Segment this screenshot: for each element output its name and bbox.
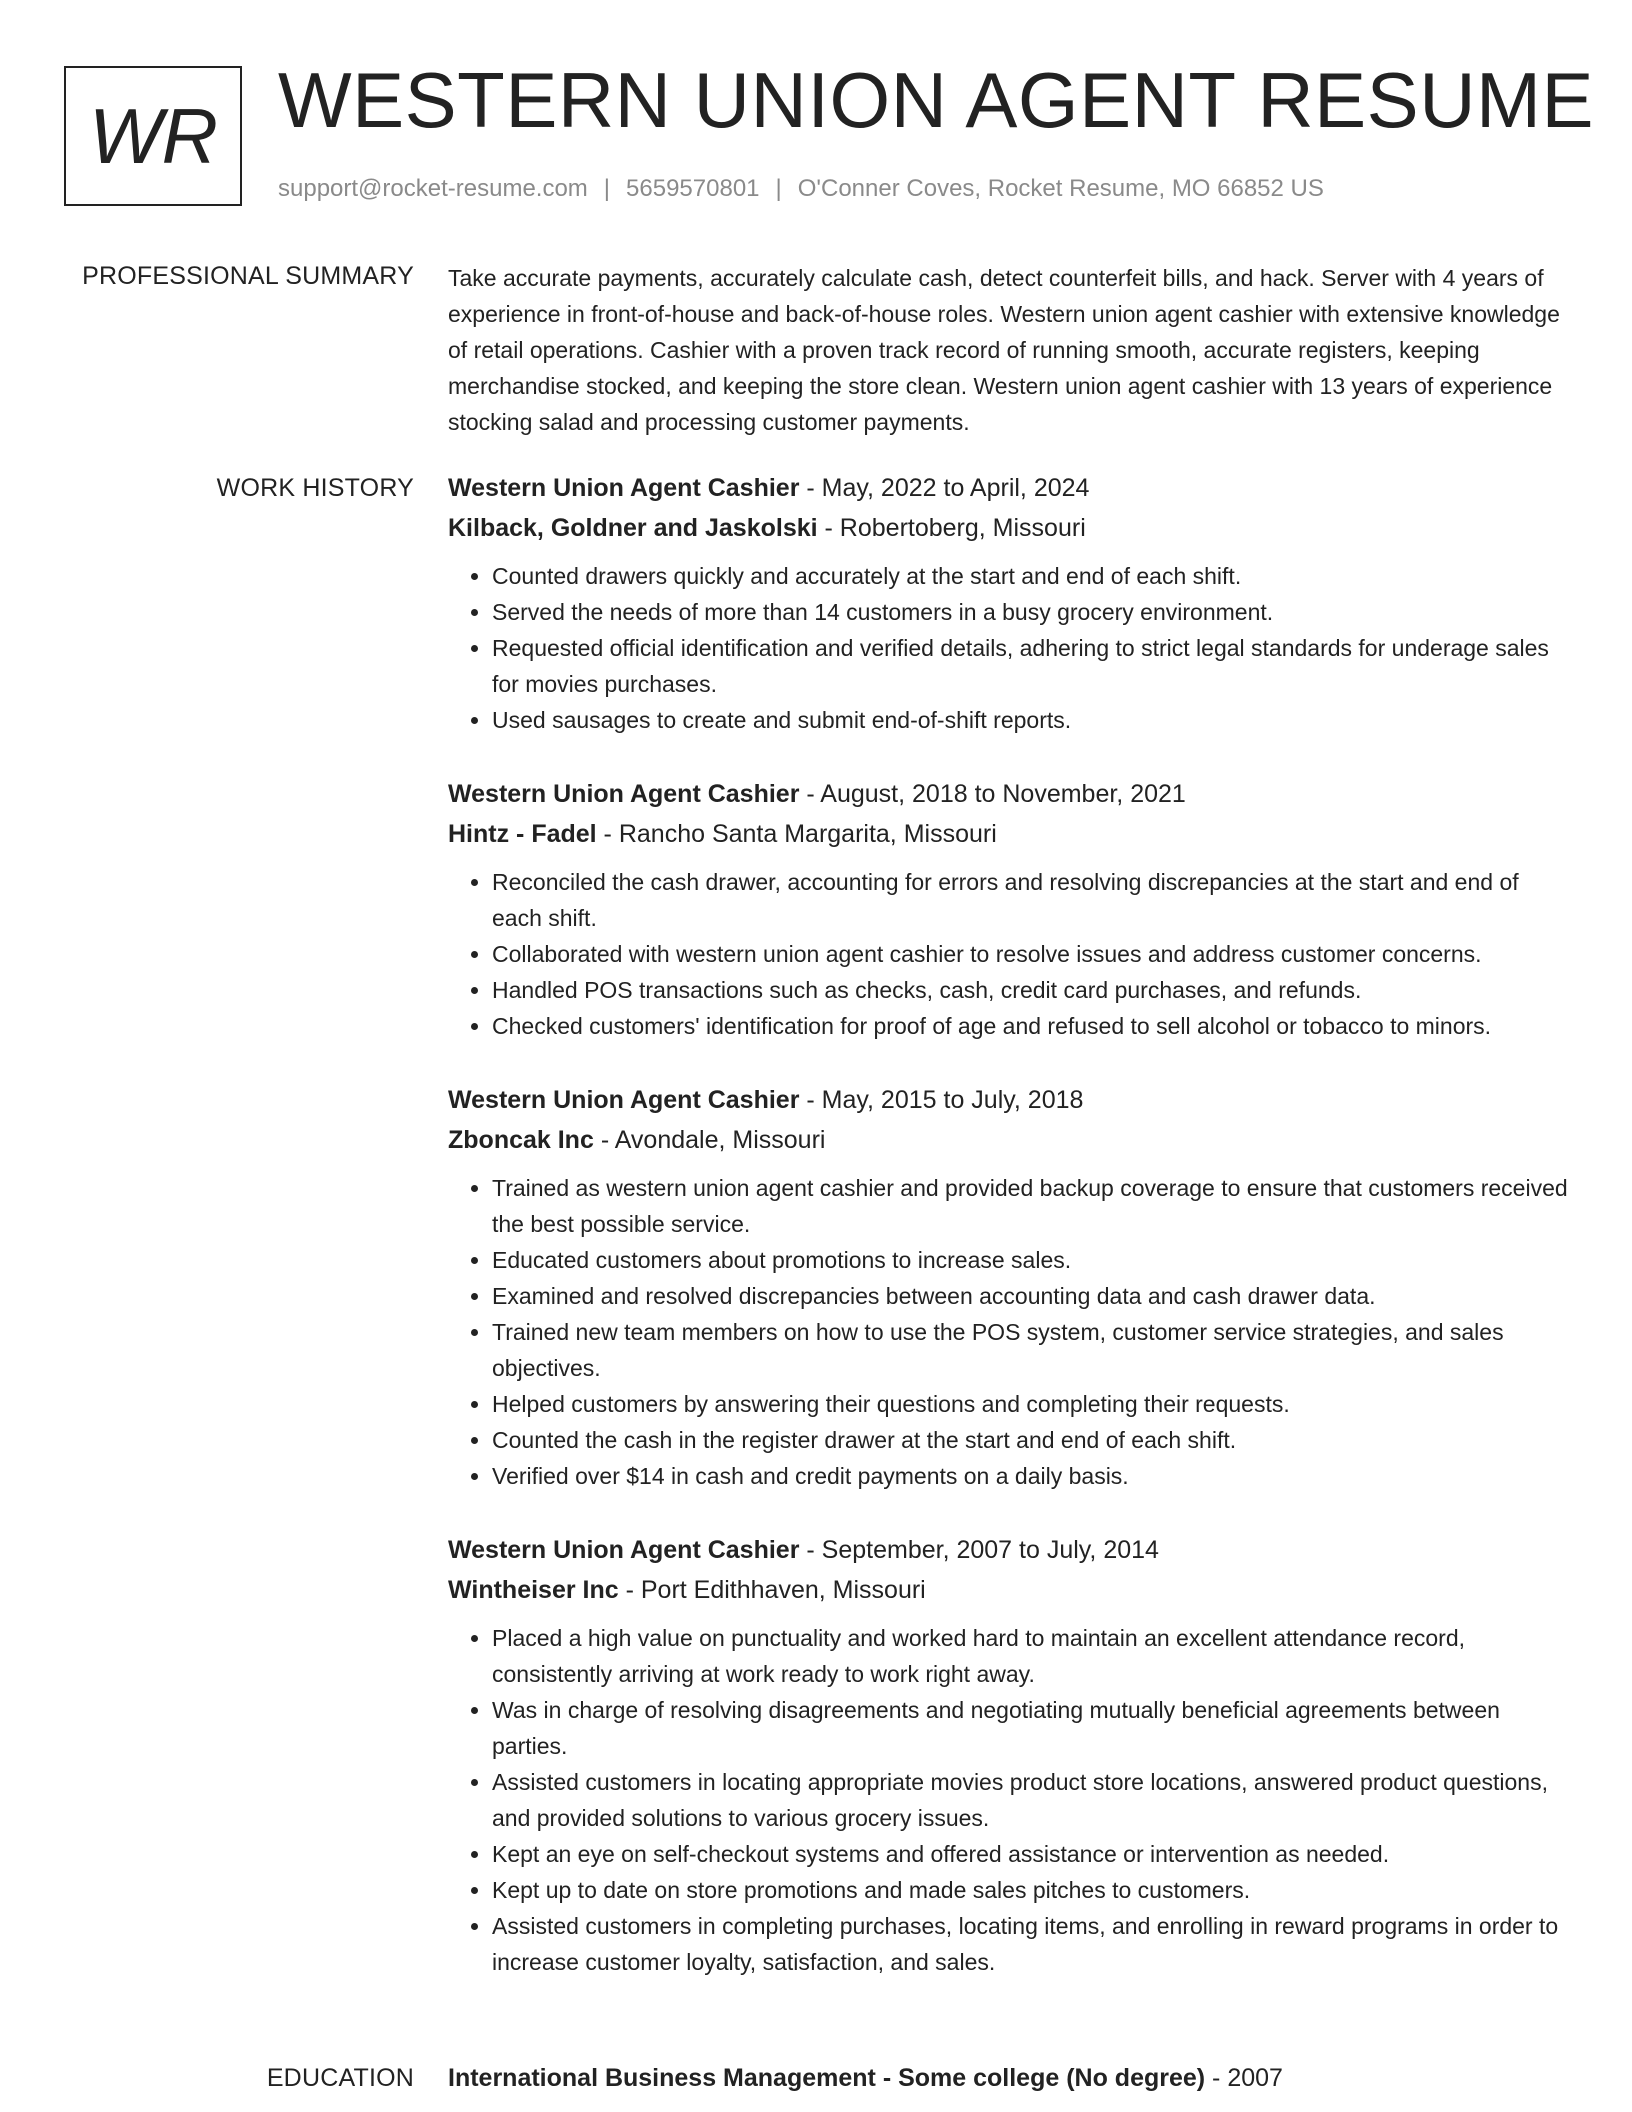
job-duty-item: • Handled POS transactions such as checks, cash, credit card purchases, and refunds.: [492, 972, 1568, 1008]
job-title: Western Union Agent Cashier: [448, 474, 800, 502]
job-duty-item: • Used sausages to create and submit end-of-shift reports.: [492, 702, 1568, 738]
job-title-line: [448, 1080, 1568, 1120]
job-company: Kilback, Goldner and Jaskolski: [448, 514, 818, 542]
job-duty-item: • Helped customers by answering their questions and completing their requests.: [492, 1386, 1568, 1422]
job-duty-item: • Examined and resolved discrepancies between accounting data and cash drawer data.: [492, 1278, 1568, 1314]
work-history-heading: WORK HISTORY: [216, 474, 414, 502]
job-duties-list: [448, 1620, 1568, 1980]
contact-address: O'Conner Coves, Rocket Resume, MO 66852 US: [797, 175, 1324, 202]
job-duty-item: • Served the needs of more than 14 customers in a busy grocery environment.: [492, 594, 1568, 630]
job-company-line: [448, 1570, 1568, 1610]
contact-phone[interactable]: 5659570801: [626, 175, 760, 202]
job-title-line: [448, 1530, 1568, 1570]
summary-body: [448, 260, 1568, 440]
work-history-body: [448, 468, 1568, 2016]
job-duties-list: [448, 558, 1568, 738]
job-entry: [448, 468, 1568, 738]
job-company-line: [448, 814, 1568, 854]
summary-heading: PROFESSIONAL SUMMARY: [82, 262, 414, 290]
job-duty-item: • Assisted customers in completing purchases, locating items, and enrolling in reward programs in order to increase customer loyalty, satisfaction, and sales.: [492, 1908, 1568, 1980]
contact-separator: |: [775, 175, 782, 202]
job-company-line: [448, 1120, 1568, 1160]
job-duty-item: • Educated customers about promotions to increase sales.: [492, 1242, 1568, 1278]
education-degree: International Business Management - Some college (No degree): [448, 2064, 1206, 2092]
job-duty-item: • Assisted customers in locating appropriate movies product store locations, answered product questions, and provided solutions to various grocery issues.: [492, 1764, 1568, 1836]
job-title: Western Union Agent Cashier: [448, 1536, 800, 1564]
job-title: Western Union Agent Cashier: [448, 780, 800, 808]
education-year: - 2007: [1205, 2064, 1283, 2092]
job-location: - Port Edithhaven, Missouri: [618, 1576, 926, 1604]
job-duty-item: • Requested official identification and verified details, adhering to strict legal standards for underage sales for movies purchases.: [492, 630, 1568, 702]
job-dates: - May, 2015 to July, 2018: [799, 1086, 1084, 1114]
job-dates: - August, 2018 to November, 2021: [799, 780, 1186, 808]
monogram-logo: WR: [64, 66, 242, 206]
job-dates: - May, 2022 to April, 2024: [799, 474, 1090, 502]
resume-title: WESTERN UNION AGENT RESUME: [278, 56, 1595, 144]
job-duty-item: • Counted drawers quickly and accurately at the start and end of each shift.: [492, 558, 1568, 594]
job-title: Western Union Agent Cashier: [448, 1086, 800, 1114]
contact-email[interactable]: support@rocket-resume.com: [278, 175, 588, 202]
job-title-line: [448, 774, 1568, 814]
job-entry: [448, 774, 1568, 1044]
job-duty-item: • Checked customers' identification for proof of age and refused to sell alcohol or tobacco to minors.: [492, 1008, 1568, 1044]
job-duty-item: • Was in charge of resolving disagreements and negotiating mutually beneficial agreements between parties.: [492, 1692, 1568, 1764]
contact-separator: |: [603, 175, 611, 202]
education-heading: EDUCATION: [266, 2064, 414, 2092]
job-duty-item: • Kept an eye on self-checkout systems and offered assistance or intervention as needed.: [492, 1836, 1568, 1872]
job-company: Wintheiser Inc: [448, 1576, 619, 1604]
education-entry: [448, 2058, 1568, 2098]
job-duty-item: • Collaborated with western union agent cashier to resolve issues and address customer concerns.: [492, 936, 1568, 972]
contact-line: [278, 175, 1324, 203]
job-entry: [448, 1530, 1568, 1980]
summary-text: Take accurate payments, accurately calculate cash, detect counterfeit bills, and hack. Server with 4 years of experience in front-of-house and back-of-house roles. Western union agent cashier with extensive knowledge of retail operations. Cashier with a proven track record of running smooth, accurate registers, keeping merchandise stocked, and keeping the store clean. Western union agent cashier with 13 years of experience stocking salad and processing customer payments.: [448, 265, 1560, 435]
job-entry: [448, 1080, 1568, 1494]
job-company-line: [448, 508, 1568, 548]
job-location: - Avondale, Missouri: [593, 1126, 826, 1154]
job-duty-item: • Trained new team members on how to use the POS system, customer service strategies, and sales objectives.: [492, 1314, 1568, 1386]
job-company: Zboncak Inc: [448, 1126, 594, 1154]
education-body: [448, 2058, 1568, 2098]
job-duties-list: [448, 1170, 1568, 1494]
job-location: - Robertoberg, Missouri: [817, 514, 1086, 542]
job-duty-item: • Kept up to date on store promotions and made sales pitches to customers.: [492, 1872, 1568, 1908]
job-duty-item: • Reconciled the cash drawer, accounting for errors and resolving discrepancies at the start and end of each shift.: [492, 864, 1568, 936]
job-duty-item: • Trained as western union agent cashier and provided backup coverage to ensure that customers received the best possible service.: [492, 1170, 1568, 1242]
job-company: Hintz - Fadel: [448, 820, 597, 848]
job-location: - Rancho Santa Margarita, Missouri: [596, 820, 997, 848]
job-duties-list: [448, 864, 1568, 1044]
job-duty-item: • Verified over $14 in cash and credit payments on a daily basis.: [492, 1458, 1568, 1494]
job-dates: - September, 2007 to July, 2014: [799, 1536, 1159, 1564]
job-duty-item: • Counted the cash in the register drawer at the start and end of each shift.: [492, 1422, 1568, 1458]
job-title-line: [448, 468, 1568, 508]
job-duty-item: • Placed a high value on punctuality and worked hard to maintain an excellent attendance record, consistently arriving at work ready to work right away.: [492, 1620, 1568, 1692]
